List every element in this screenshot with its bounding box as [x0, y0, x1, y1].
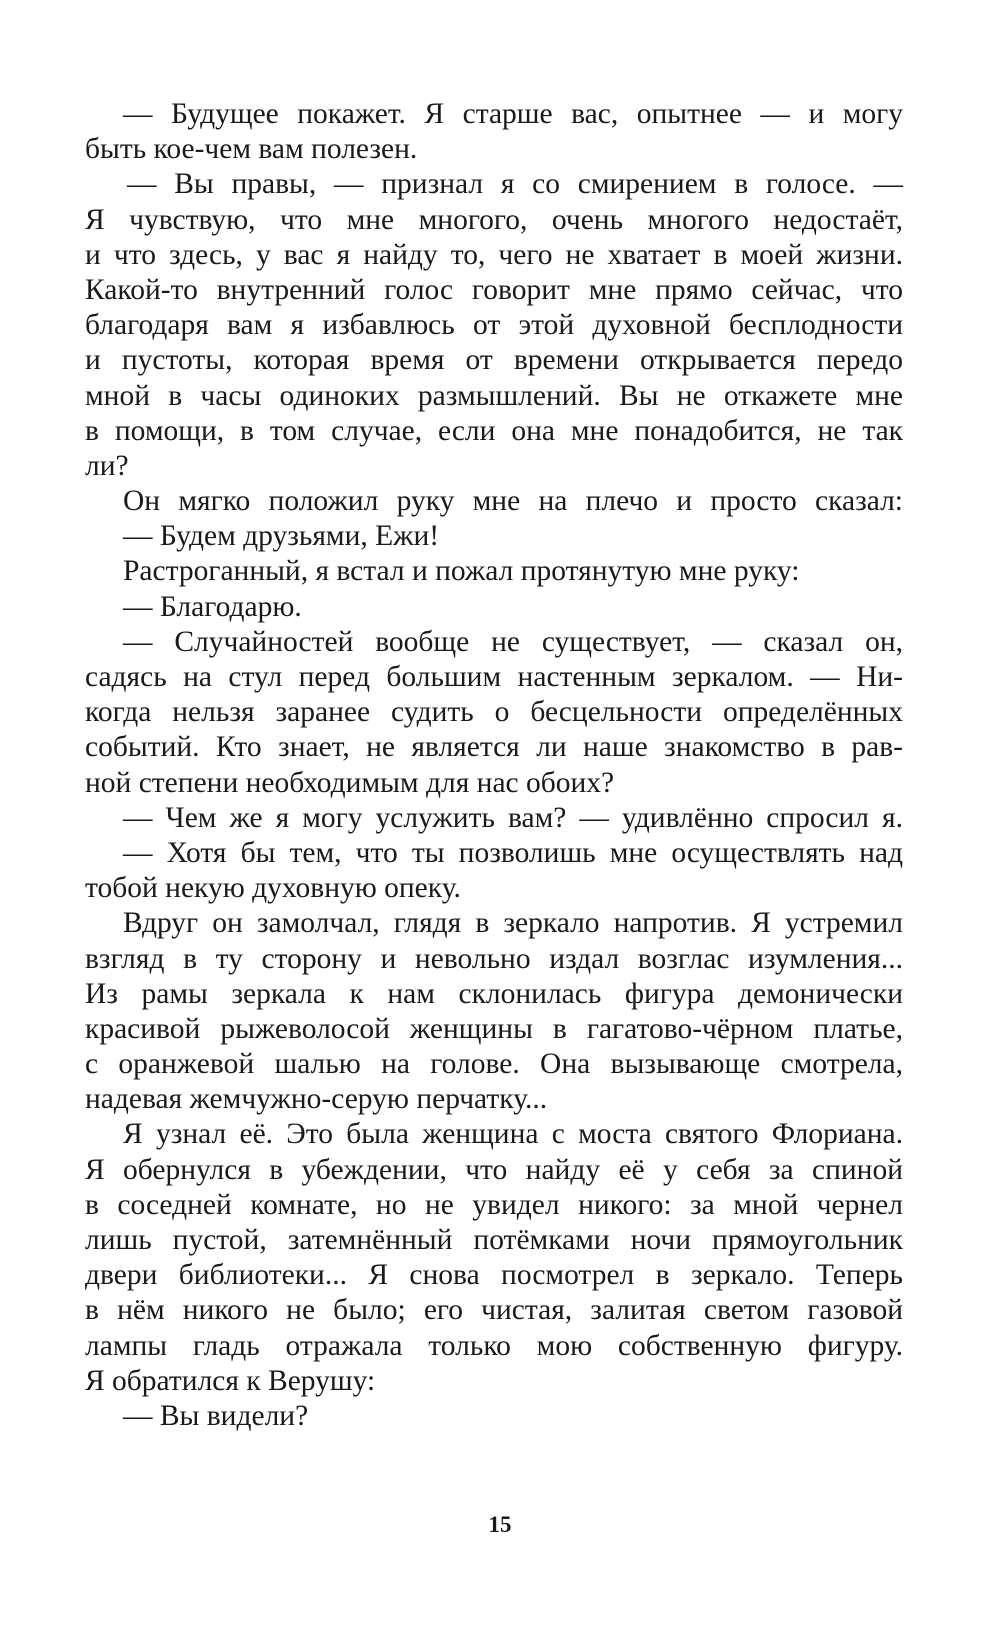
text-line: лампы гладь отражала только мою собственную фигуру. [85, 1329, 903, 1362]
text-line: мной в часы одиноких размышлений. Вы не откажете мне [85, 379, 903, 412]
text-line: с оранжевой шалью на голове. Она вызывающе смотрела, [85, 1048, 903, 1081]
text-line: Какой-то внутренний голос говорит мне прямо сейчас, что [85, 273, 903, 306]
text-line: Растроганный, я встал и пожал протянутую мне руку: [123, 555, 800, 588]
text-line: Из рамы зеркала к нам склонилась фигура демонически [85, 977, 903, 1010]
text-line: благодаря вам я избавлюсь от этой духовной бесплодности [85, 309, 903, 342]
text-line: Вдруг он замолчал, глядя в зеркало напротив. Я устремил [123, 907, 903, 940]
text-line: садясь на стул перед большим настенным зеркалом. — Ни- [85, 661, 903, 693]
text-line: и что здесь, у вас я найду то, чего не хватает в моей жизни. [85, 238, 903, 271]
text-line: быть кое-чем вам полезен. [85, 133, 418, 166]
text-line: двери библиотеки... Я снова посмотрел в зеркало. Теперь [85, 1259, 903, 1292]
text-line: лишь пустой, затемнённый потёмками ночи прямоугольник [85, 1224, 903, 1256]
page-number: 15 [488, 1512, 512, 1537]
text-line: Он мягко положил руку мне на плечо и просто сказал: [123, 485, 903, 518]
text-line: красивой рыжеволосой женщины в гагатово-чёрном платье, [85, 1012, 903, 1045]
text-line: когда нельзя заранее судить о бесцельности определённых [85, 696, 903, 729]
text-line: — Случайностей вообще не существует, — сказал он, [123, 625, 903, 658]
text-line: Я обратился к Верушу: [85, 1364, 376, 1397]
text-line: в помощи, в том случае, если она мне понадобится, не так [85, 414, 903, 447]
book-page-text [85, 97, 903, 1434]
text-line: тобой некую духовную опеку. [85, 872, 461, 905]
text-line: — Будущее покажет. Я старше вас, опытнее — и могу [123, 98, 903, 130]
text-line: — Вы видели? [123, 1399, 309, 1432]
text-line: — Будем друзьями, Ежи! [123, 520, 440, 553]
text-line: ной степени необходимым для нас обоих? [85, 766, 615, 799]
text-line: Я обернулся в убеждении, что найду её у себя за спиной [85, 1153, 903, 1186]
text-line: взгляд в ту сторону и невольно издал возглас изумления... [85, 942, 903, 975]
text-line: Я чувствую, что мне многого, очень многого недостаёт, [85, 203, 903, 236]
text-line: в соседней комнате, но не увидел никого: за мной чернел [85, 1188, 903, 1221]
text-line: надевая жемчужно-серую перчатку... [85, 1083, 548, 1116]
text-line: событий. Кто знает, не является ли наше знакомство в рав- [85, 731, 903, 764]
text-line: и пустоты, которая время от времени открывается передо [85, 344, 903, 377]
text-line: — Благодарю. [123, 590, 302, 623]
text-line: ли? [85, 449, 129, 482]
text-line: — Хотя бы тем, что ты позволишь мне осуществлять над [123, 836, 903, 869]
text-line: Я узнал её. Это была женщина с моста святого Флориана. [123, 1118, 903, 1151]
text-line: — Чем же я могу услужить вам? — удивлённо спросил я. [123, 801, 903, 834]
text-line: в нём никого не было; его чистая, залитая светом газовой [85, 1294, 903, 1327]
text-line: — Вы правы, — признал я со смирением в голосе. — [127, 168, 903, 201]
